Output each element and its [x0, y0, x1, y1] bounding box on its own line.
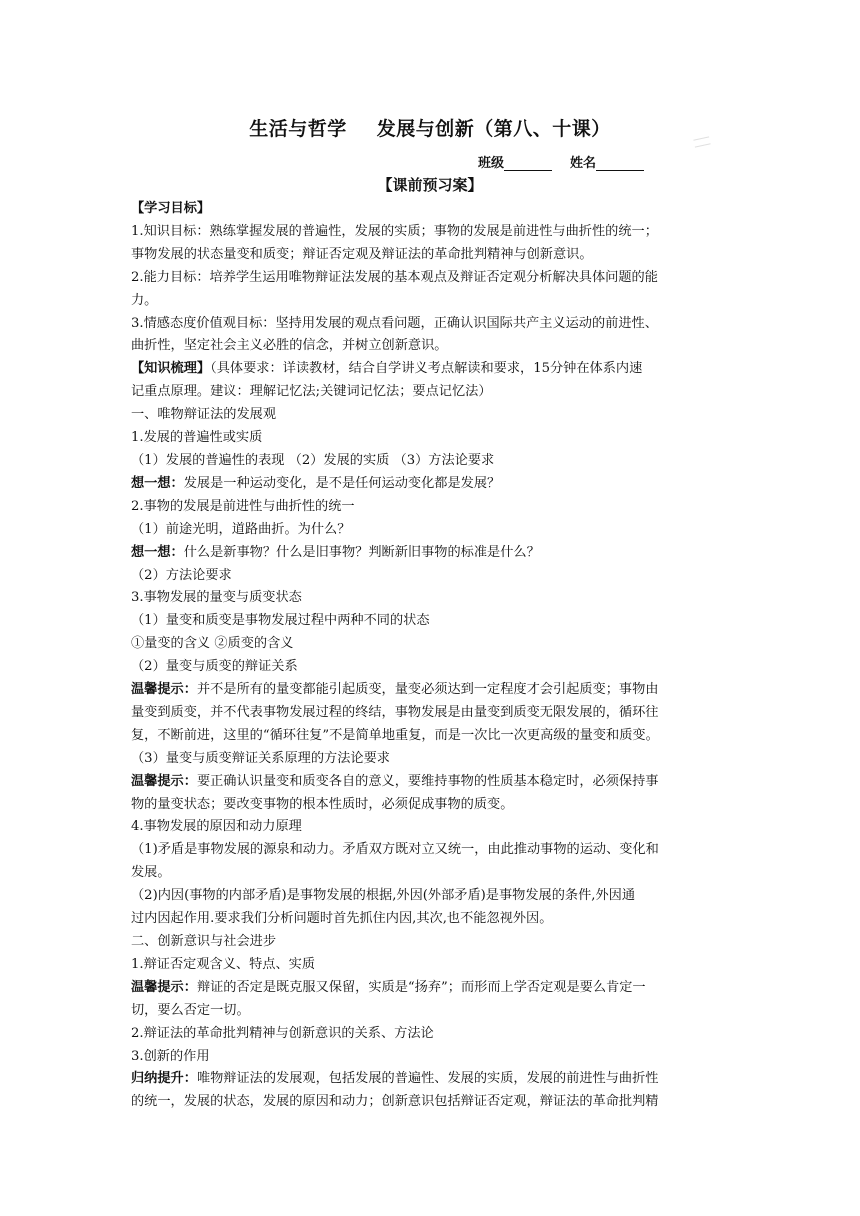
text-line	[131, 198, 731, 221]
text-line	[131, 885, 731, 908]
line-text: 什么是新事物？什么是旧事物？判断新旧事物的标准是什么？	[183, 544, 540, 560]
text-line	[131, 221, 731, 244]
text-line	[131, 427, 731, 450]
text-line	[131, 496, 731, 519]
text-line	[131, 862, 731, 885]
line-text: 发展。	[131, 865, 171, 881]
page-title	[0, 114, 860, 141]
class-blank	[504, 156, 552, 171]
text-line	[131, 679, 731, 702]
line-text: （2）方法论要求	[131, 567, 232, 583]
document-body	[131, 198, 731, 1114]
line-text: 1.发展的普遍性或实质	[131, 430, 263, 446]
text-line	[131, 748, 731, 771]
line-text: 2.能力目标：培养学生运用唯物辩证法发展的基本观点及辩证否定观分析解决具体问题的能	[131, 269, 658, 285]
text-line	[131, 1091, 731, 1114]
title-right: 发展与创新（第八、十课）	[376, 118, 611, 140]
line-text: 2.辩证法的革命批判精神与创新意识的关系、方法论	[131, 1025, 434, 1041]
section-title: 【课前预习案】	[377, 176, 483, 194]
text-line	[131, 450, 731, 473]
text-line	[131, 542, 731, 565]
text-line	[131, 244, 731, 267]
text-line	[131, 771, 731, 794]
line-text: ①量变的含义 ②质变的含义	[131, 636, 294, 652]
line-text: 的统一，发展的状态，发展的原因和动力；创新意识包括辩证否定观，辩证法的革命批判精	[131, 1094, 659, 1110]
text-line	[131, 1046, 731, 1069]
text-line	[131, 290, 731, 313]
name-label: 姓名	[570, 156, 597, 171]
text-line	[131, 977, 731, 1000]
text-line	[131, 954, 731, 977]
line-text: 物的量变状态；要改变事物的根本性质时，必须促成事物的质变。	[131, 796, 514, 812]
line-text: （1）发展的普遍性的表现 （2）发展的实质 （3）方法论要求	[131, 452, 495, 468]
line-text: 发展是一种运动变化，是不是任何运动变化都是发展？	[183, 475, 501, 491]
text-line	[131, 313, 731, 336]
class-name-line	[478, 152, 644, 171]
class-label: 班级	[478, 156, 505, 171]
text-line	[131, 908, 731, 931]
text-line	[131, 587, 731, 610]
line-text: 唯物辩证法的发展观，包括发展的普遍性、发展的实质，发展的前进性与曲折性	[196, 1071, 659, 1087]
line-text: 力。	[131, 292, 158, 308]
text-line	[131, 656, 731, 679]
bold-lead: 想一想：	[131, 475, 184, 491]
line-text: 要正确认识量变和质变各自的意义，要维持事物的性质基本稳定时，必须保持事	[196, 773, 659, 789]
line-text: 切，要么否定一切。	[131, 1002, 250, 1018]
line-text: 记重点原理。建议：理解记忆法;关键词记忆法；要点记忆法）	[131, 384, 492, 400]
text-line	[131, 1068, 731, 1091]
line-text: 3.情感态度价值观目标：坚持用发展的观点看问题，正确认识国际共产主义运动的前进性、	[131, 315, 658, 331]
bold-lead: 【知识梳理】	[131, 361, 211, 377]
text-line	[131, 335, 731, 358]
line-text: 并不是所有的量变都能引起质变，量变必须达到一定程度才会引起质变；事物由	[196, 682, 659, 698]
text-line	[131, 565, 731, 588]
line-text: （具体要求：详读教材，结合自学讲义考点解读和要求，15分钟在体系内速	[210, 361, 643, 377]
line-text: 3.事物发展的量变与质变状态	[131, 590, 302, 606]
text-line	[131, 794, 731, 817]
bold-lead: 温馨提示：	[131, 773, 197, 789]
line-text: 过内因起作用.要求我们分析问题时首先抓住内因,其次,也不能忽视外因。	[131, 911, 553, 927]
line-text: 4.事物发展的原因和动力原理	[131, 819, 302, 835]
text-line	[131, 1023, 731, 1046]
text-line	[131, 931, 731, 954]
text-line	[131, 358, 731, 381]
bold-lead: 温馨提示：	[131, 979, 197, 995]
text-line	[131, 816, 731, 839]
text-line	[131, 725, 731, 748]
line-text: 一、唯物辩证法的发展观	[131, 407, 277, 423]
line-text: 二、创新意识与社会进步	[131, 934, 277, 949]
text-line	[131, 404, 731, 427]
line-text: 3.创新的作用	[131, 1048, 210, 1064]
text-line	[131, 381, 731, 404]
title-left: 生活与哲学	[249, 118, 347, 140]
line-text: （3）量变与质变辩证关系原理的方法论要求	[131, 750, 390, 766]
line-text: （1）量变和质变是事物发展过程中两种不同的状态	[131, 613, 430, 629]
line-text: 量变到质变，并不代表事物发展过程的终结，事物发展是由量变到质变无限发展的，循环往	[131, 704, 659, 720]
bold-lead: 归纳提升：	[131, 1071, 197, 1087]
line-text: 事物发展的状态量变和质变；辩证否定观及辩证法的革命批判精神与创新意识。	[131, 246, 593, 262]
line-text: 曲折性，坚定社会主义必胜的信念，并树立创新意识。	[131, 338, 448, 354]
text-line	[131, 1000, 731, 1023]
text-line	[131, 267, 731, 290]
text-line	[131, 839, 731, 862]
text-line	[131, 633, 731, 656]
bold-lead: 【学习目标】	[131, 201, 211, 216]
line-text: （1）前途光明，道路曲折。为什么？	[131, 521, 351, 537]
line-text: 2.事物的发展是前进性与曲折性的统一	[131, 498, 355, 514]
text-line	[131, 610, 731, 633]
name-blank	[596, 156, 644, 171]
line-text: （2）量变与质变的辩证关系	[131, 659, 298, 675]
line-text: （2)内因(事物的内部矛盾)是事物发展的根据,外因(外部矛盾)是事物发展的条件,外因通	[131, 888, 636, 904]
text-line	[131, 473, 731, 496]
bold-lead: 温馨提示：	[131, 682, 197, 698]
line-text: 辩证的否定是既克服又保留，实质是“扬弃”；而形而上学否定观是要么肯定一	[196, 979, 646, 995]
line-text: （1)矛盾是事物发展的源泉和动力。矛盾双方既对立又统一，由此推动事物的运动、变化和	[131, 842, 659, 858]
text-line	[131, 519, 731, 542]
line-text: 复，不断前进，这里的“循环往复”不是简单地重复，而是一次比一次更高级的量变和质变。	[131, 727, 659, 743]
line-text: 1.知识目标：熟练掌握发展的普遍性，发展的实质；事物的发展是前进性与曲折性的统一；	[131, 223, 658, 239]
line-text: 1.辩证否定观含义、特点、实质	[131, 956, 316, 972]
text-line	[131, 702, 731, 725]
bold-lead: 想一想：	[131, 544, 184, 560]
